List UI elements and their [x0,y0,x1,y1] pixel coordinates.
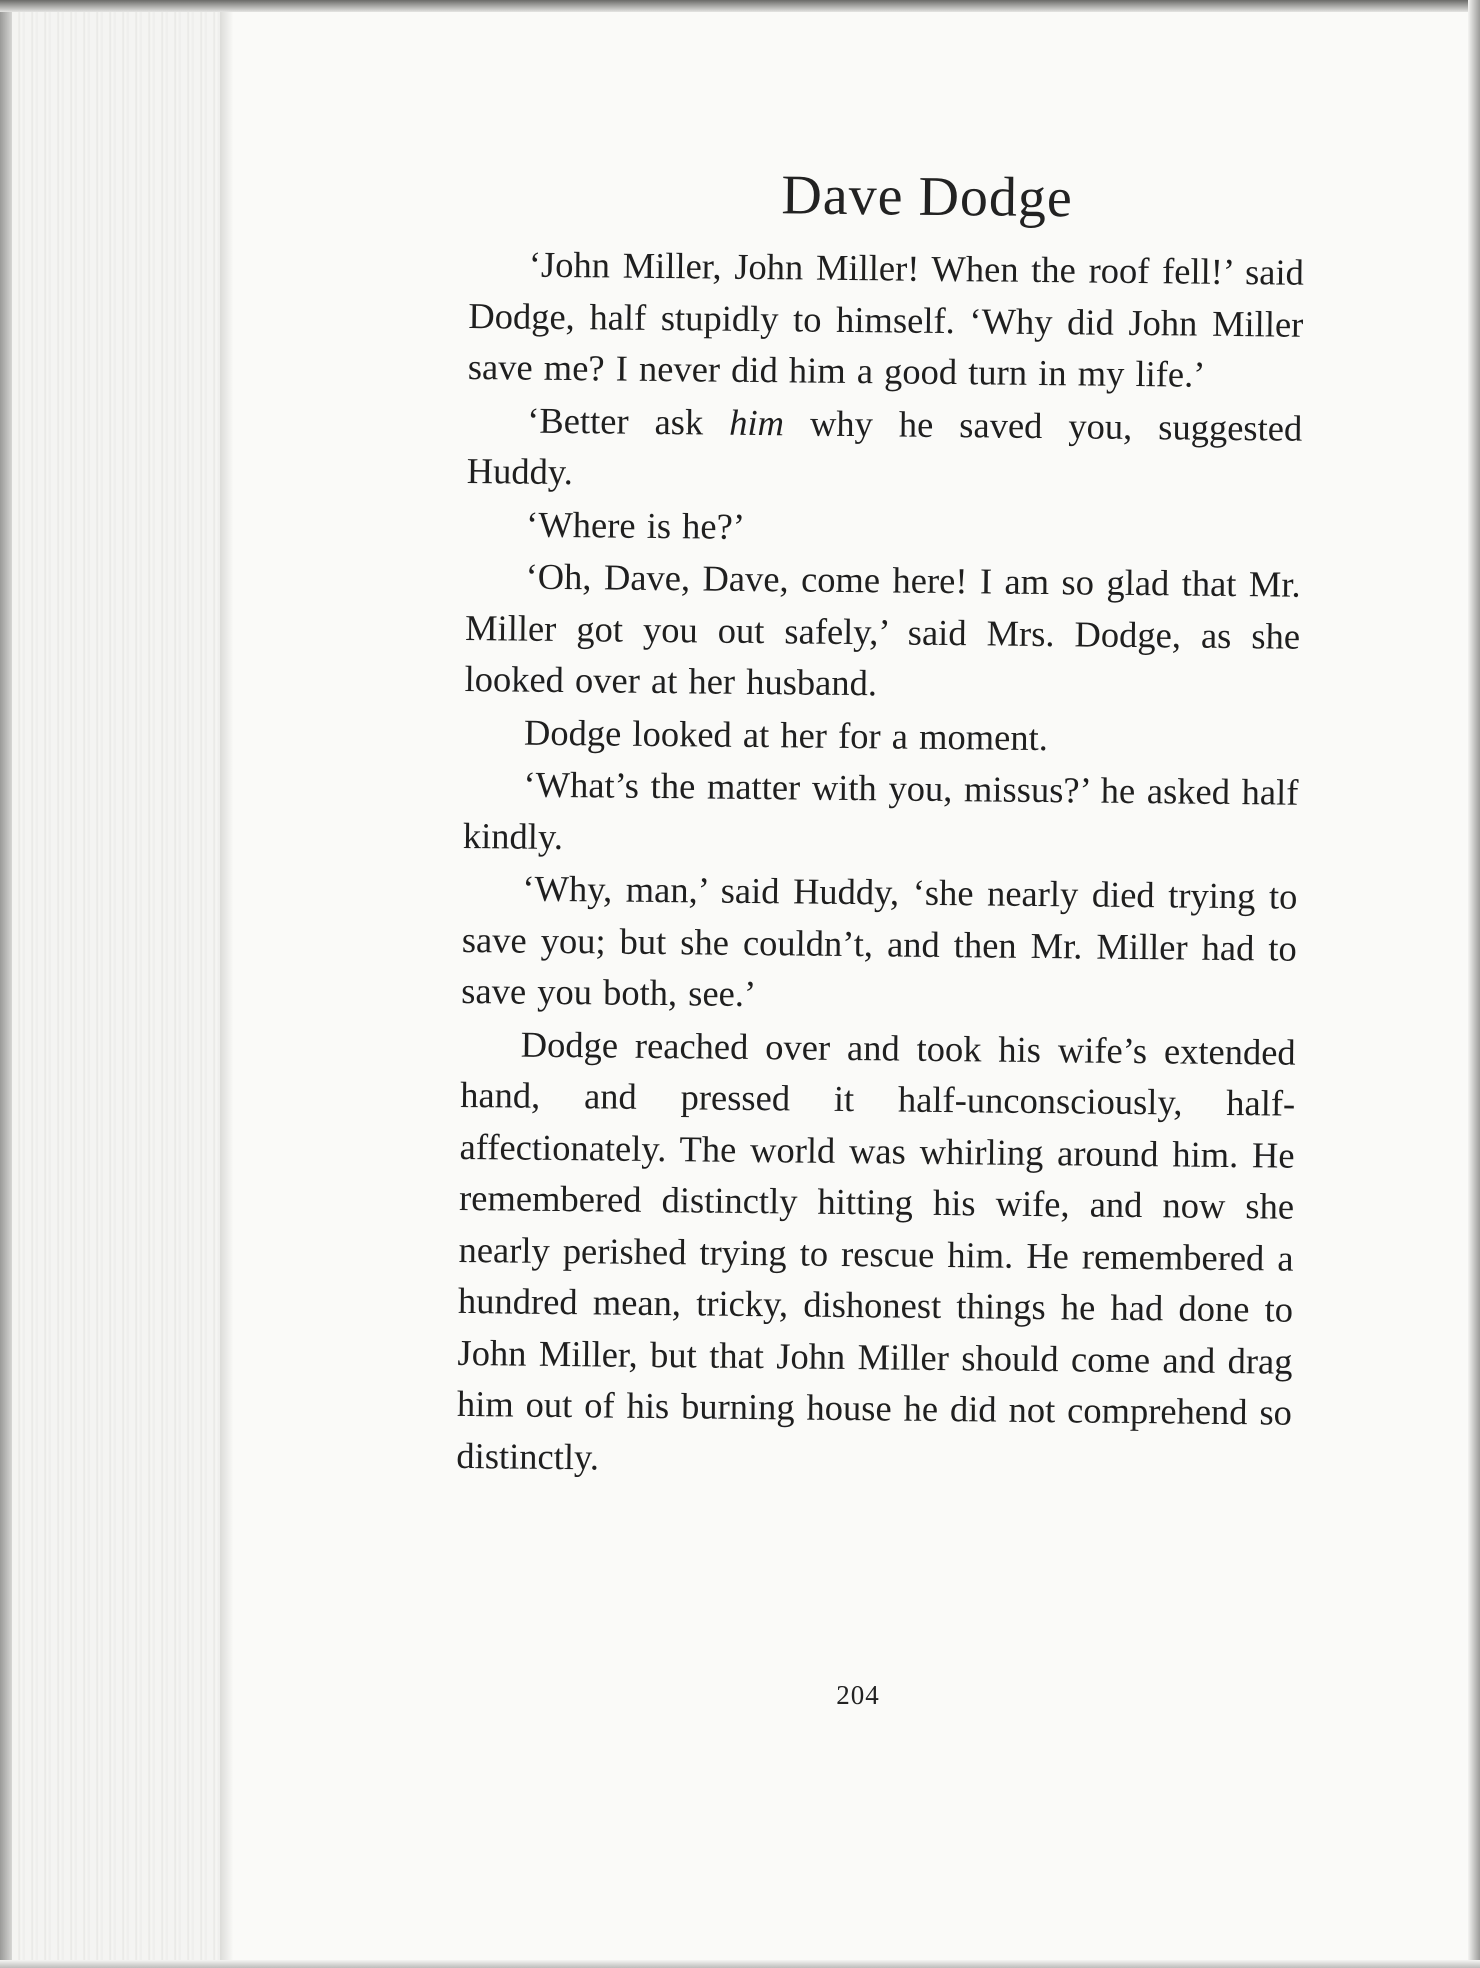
right-shadow [1468,0,1480,1968]
text-block [456,160,1305,1490]
paragraph [456,1017,1296,1489]
paragraph [468,238,1305,401]
bottom-shadow [0,1960,1480,1968]
paragraph-text: ‘What’s the matter with you, missus?’ he asked half kindly. [462,763,1299,857]
paragraph [464,550,1301,713]
paragraph [463,758,1299,870]
page-number: 204 [836,1680,880,1710]
paragraph-text: why he saved you, suggested Huddy. [466,401,1303,493]
paragraph-text: ‘Better ask [527,399,730,443]
paragraph-text: Dodge reached over and took his wife’s extended hand, and pressed it half-unconsciously, half-affectionately. The world was whirling around him. He remembered distinctly hitting his wife, and now she nearly perished trying to rescue him. He remembered a hundred mean, tricky, dishonest things he had done to John Miller, but that John Miller should come and drag him out of his burning house he did not comprehend so distinctly. [456,1023,1296,1477]
paragraph [464,705,1299,765]
page-gutter [220,10,234,1965]
paragraph [461,862,1298,1025]
left-shadow [0,0,12,1968]
stacked-page-edges [0,10,225,1965]
paragraph-text: ‘Oh, Dave, Dave, come here! I am so glad that Mr. Miller got you out safely,’ said Mrs. Dodge, as she looked over at her husband. [464,555,1301,704]
page-title: Dave Dodge [781,164,1074,230]
paragraph-text: ‘Where is he?’ [525,503,746,547]
paragraph [466,393,1302,505]
top-shadow [0,0,1480,12]
paragraph-text: ‘John Miller, John Miller! When the roof fell!’ said Dodge, half stupidly to himself. ‘Why did John Miller save me? I never did him a good turn in my life.’ [467,243,1305,395]
emphasized-word: him [729,401,785,443]
paragraph-text: Dodge looked at her for a moment. [523,711,1049,758]
paragraph [466,497,1301,557]
paragraph-text: ‘Why, man,’ said Huddy, ‘she nearly died trying to save you; but she couldn’t, and then Mr. Miller had to save you both, see.’ [461,867,1298,1015]
